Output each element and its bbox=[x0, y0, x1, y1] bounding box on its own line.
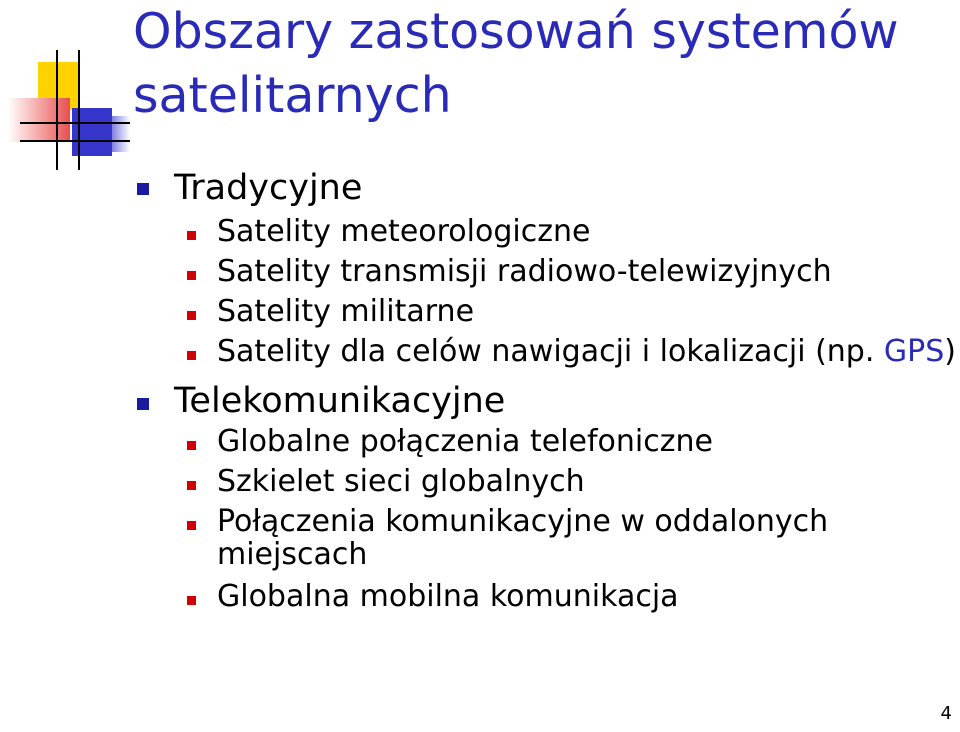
list-item: Globalne połączenia telefoniczne bbox=[217, 424, 713, 459]
bullet-square-icon bbox=[187, 311, 196, 320]
vertical-line bbox=[56, 50, 58, 170]
section-heading-tradycyjne: Tradycyjne bbox=[174, 168, 363, 208]
red-gradient-square bbox=[8, 98, 70, 142]
gps-highlight: GPS bbox=[883, 334, 945, 369]
list-item: Satelity meteorologiczne bbox=[217, 214, 591, 249]
list-item: Globalna mobilna komunikacja bbox=[217, 579, 679, 614]
vertical-line bbox=[78, 50, 80, 170]
slide-title-line2: satelitarnych bbox=[133, 67, 452, 124]
bullet-square-icon bbox=[137, 183, 149, 195]
bullet-square-icon bbox=[187, 441, 196, 450]
list-item-text-end: ) bbox=[944, 334, 957, 369]
bullet-square-icon bbox=[187, 521, 196, 530]
list-item: Szkielet sieci globalnych bbox=[217, 464, 585, 499]
list-item-text: Satelity dla celów nawigacji i lokalizacji (np. bbox=[217, 334, 884, 369]
decorative-squares-graphic bbox=[0, 0, 150, 180]
slide-title bbox=[133, 0, 933, 128]
section-heading-telekomunikacyjne: Telekomunikacyjne bbox=[174, 381, 506, 421]
list-item: Satelity militarne bbox=[217, 294, 475, 329]
list-item: Satelity transmisji radiowo-telewizyjnych bbox=[217, 254, 832, 289]
bullet-square-icon bbox=[187, 351, 196, 360]
slide-title-line1: Obszary zastosowań systemów bbox=[133, 3, 899, 60]
page-number: 4 bbox=[940, 703, 952, 724]
list-item bbox=[217, 335, 956, 369]
list-item: Połączenia komunikacyjne w oddalonych bbox=[217, 504, 829, 539]
bullet-square-icon bbox=[187, 271, 196, 280]
horizontal-line bbox=[20, 140, 130, 142]
horizontal-line bbox=[20, 122, 130, 124]
list-item-continuation: miejscach bbox=[217, 537, 368, 572]
bullet-square-icon bbox=[187, 481, 196, 490]
bullet-square-icon bbox=[187, 596, 196, 605]
bullet-square-icon bbox=[187, 231, 196, 240]
bullet-square-icon bbox=[137, 398, 149, 410]
